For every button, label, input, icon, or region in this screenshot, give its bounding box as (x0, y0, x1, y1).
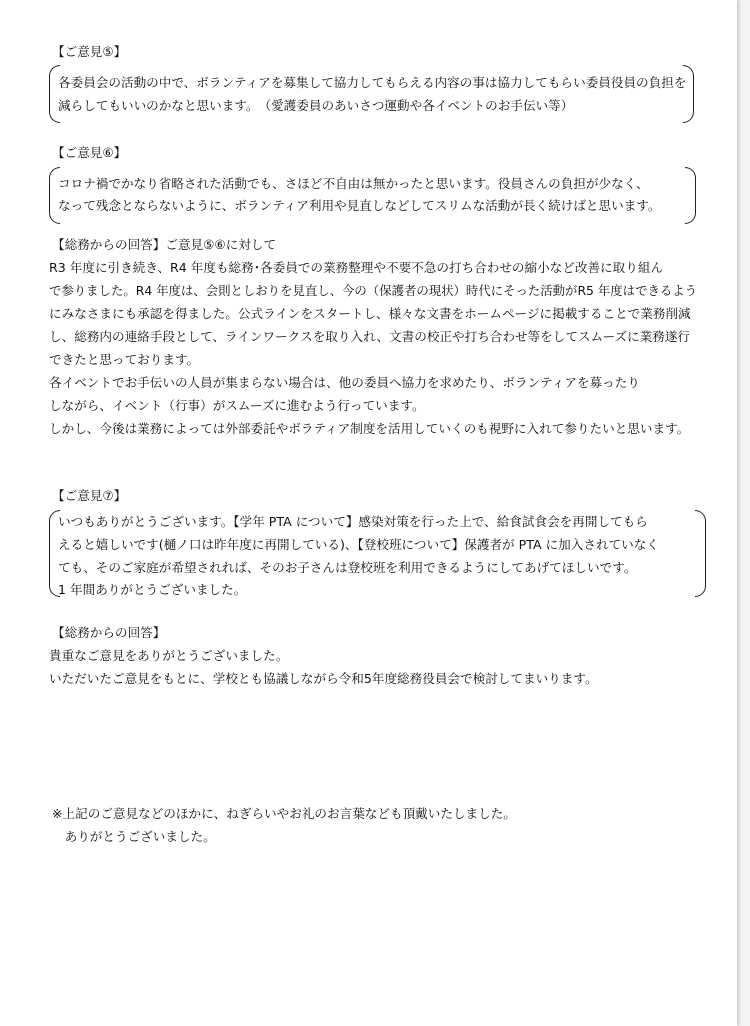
opinion-7-right-bracket (695, 510, 706, 597)
reply-5-6-line: できたと思っております。 (49, 352, 200, 367)
reply-5-6-line: で参りました。R4 年度は、会則としおりを見直し、今の（保護者の現状）時代にそった活動がR5 年度はできるよう (49, 283, 698, 298)
reply-5-6-heading: 【総務からの回答】ご意見⑤⑥に対して (52, 237, 277, 252)
reply-5-6-line: しかし、今後は業務によっては外部委託やボラティア制度を活用していくのも視野に入れて参りたいと思います。 (49, 421, 690, 436)
opinion-7-line: えると嬉しいです(樋ノ口は昨年度に再開している)、【登校班について】保護者が PTA に加入されていなく (58, 537, 659, 552)
opinion-5-line: 各委員会の活動の中で、ボランティアを募集して協力してもらえる内容の事は協力してもらい委員役員の負担を (58, 75, 687, 90)
opinion-6-line: コロナ禍でかなり省略された活動でも、さほど不自由は無かったと思います。役員さんの負担が少なく、 (58, 176, 649, 191)
reply-7-heading: 【総務からの回答】 (52, 625, 166, 640)
opinion-6-right-bracket (685, 167, 696, 224)
reply-7-line: 貴重なご意見をありがとうございました。 (49, 648, 289, 663)
opinion-6-heading: 【ご意見⑥】 (52, 145, 127, 160)
footer-note-line: ありがとうございました。 (52, 829, 216, 844)
reply-5-6-line: し、総務内の連絡手段として、ラインワークスを取り入れ、文書の校正や打ち合わせ等をしてスムーズに業務遂行 (49, 329, 691, 344)
opinion-5-line: 減らしてもいいのかなと思います。 （愛護委員のあいさつ運動や各イベントのお手伝い等） (58, 98, 574, 113)
opinion-7-line: 1 年間ありがとうございました。 (58, 582, 247, 597)
opinion-5-left-bracket (49, 65, 60, 123)
reply-7-line: いただいたご意見をもとに、学校とも協議しながら令和5年度総務役員会で検討してまいります。 (49, 671, 598, 686)
reply-5-6-line: R3 年度に引き続き、R4 年度も総務･各委員での業務整理や不要不急の打ち合わせの縮小など改善に取り組ん (49, 260, 664, 275)
opinion-5-heading: 【ご意見⑤】 (52, 44, 127, 59)
opinion-6-line: なって残念とならないように、ボランティア利用や見直しなどしてスリムな活動が長く続けばと思います。 (58, 198, 661, 213)
opinion-7-line: いつもありがとうございます。【学年 PTA について】感染対策を行った上で、給食試食会を再開してもら (58, 514, 648, 529)
opinion-7-heading: 【ご意見⑦】 (52, 488, 127, 503)
reply-5-6-line: 各イベントでお手伝いの人員が集まらない場合は、他の委員へ協力を求めたり、ボランティアを募ったり (49, 375, 640, 390)
reply-5-6-line: しながら、イベント（行事）がスムーズに進むよう行っています。 (49, 398, 425, 413)
opinion-5-right-bracket (683, 65, 694, 123)
opinion-7-line: ても、そのご家庭が希望されれば、そのお子さんは登校班を利用できるようにしてあげてほしいです。 (58, 560, 637, 575)
reply-5-6-line: にみなさまにも承認を得ました。公式ラインをスタートし、様々な文書をホームページに掲載することで業務削減 (49, 306, 691, 321)
footer-note-line: ※上記のご意見などのほかに、ねぎらいやお礼のお言葉なども頂戴いたしました。 (52, 806, 516, 821)
